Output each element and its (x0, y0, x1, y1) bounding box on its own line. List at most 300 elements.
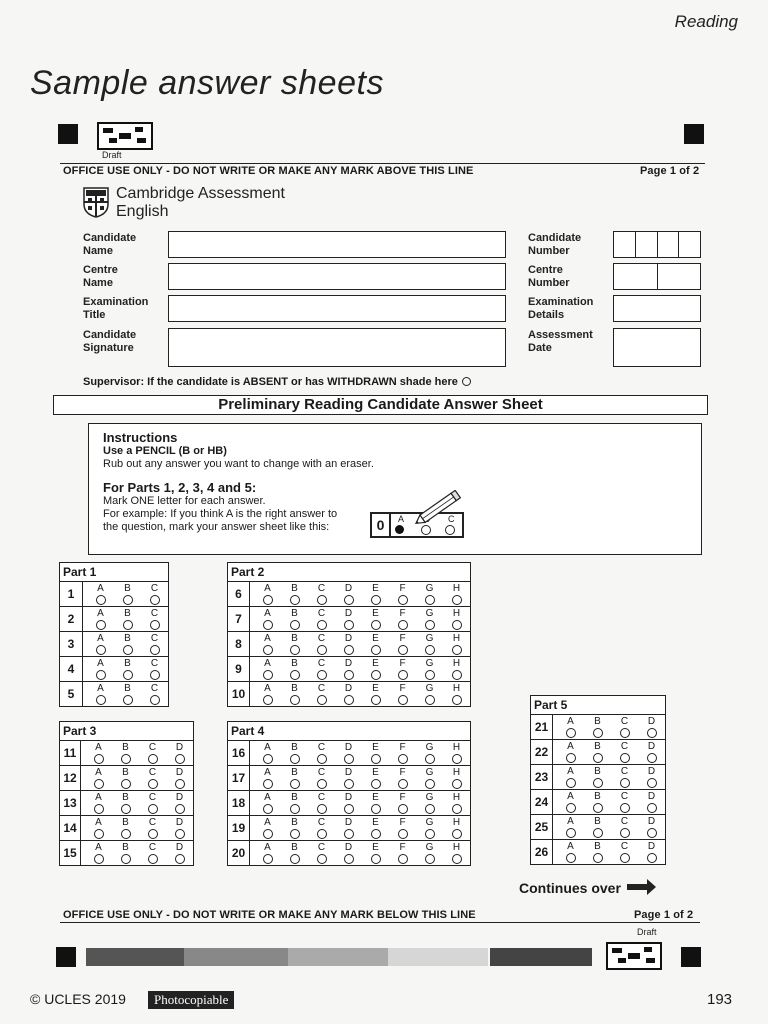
answer-option[interactable] (416, 657, 443, 681)
answer-option[interactable] (611, 840, 638, 864)
answer-bubble[interactable] (263, 854, 273, 864)
examination-title-field[interactable] (168, 295, 506, 322)
answer-bubble[interactable] (317, 620, 327, 630)
answer-bubble[interactable] (290, 595, 300, 605)
answer-bubble[interactable] (263, 754, 273, 764)
answer-option[interactable] (139, 841, 166, 865)
answer-bubble[interactable] (94, 804, 104, 814)
answer-bubble[interactable] (317, 754, 327, 764)
answer-option[interactable] (584, 840, 611, 864)
empty-bubble (445, 525, 455, 535)
digit-cell[interactable] (679, 232, 700, 257)
answer-bubble[interactable] (123, 695, 133, 705)
answer-bubble[interactable] (148, 854, 158, 864)
answer-option[interactable] (638, 715, 665, 739)
answer-bubble[interactable] (290, 670, 300, 680)
answer-option[interactable] (308, 766, 335, 790)
answer-option[interactable] (87, 632, 114, 656)
answer-option[interactable] (362, 657, 389, 681)
answer-bubble[interactable] (371, 829, 381, 839)
answer-bubble[interactable] (620, 828, 630, 838)
answer-option[interactable] (254, 791, 281, 815)
answer-option[interactable] (308, 741, 335, 765)
option-letter: C (150, 658, 159, 669)
answer-bubble[interactable] (452, 670, 462, 680)
answer-option[interactable] (443, 841, 470, 865)
answer-option[interactable] (362, 582, 389, 606)
answer-option[interactable] (85, 741, 112, 765)
answer-bubble[interactable] (647, 728, 657, 738)
answer-bubble[interactable] (317, 854, 327, 864)
answer-option[interactable] (638, 765, 665, 789)
answer-bubble[interactable] (398, 804, 408, 814)
answer-option[interactable] (611, 740, 638, 764)
answer-option[interactable] (141, 682, 168, 706)
digit-cell[interactable] (658, 264, 701, 289)
answer-bubble[interactable] (371, 620, 381, 630)
answer-option[interactable] (87, 657, 114, 681)
answer-option[interactable] (416, 632, 443, 656)
answer-bubble[interactable] (344, 804, 354, 814)
answer-bubble[interactable] (344, 695, 354, 705)
answer-bubble[interactable] (620, 728, 630, 738)
answer-bubble[interactable] (398, 754, 408, 764)
answer-option[interactable] (638, 740, 665, 764)
answer-option[interactable] (281, 841, 308, 865)
answer-option[interactable] (281, 741, 308, 765)
answer-bubble[interactable] (425, 595, 435, 605)
answer-bubble[interactable] (425, 620, 435, 630)
answer-option[interactable] (638, 815, 665, 839)
answer-option[interactable] (335, 582, 362, 606)
answer-option[interactable] (389, 657, 416, 681)
answer-option[interactable] (389, 841, 416, 865)
answer-bubble[interactable] (317, 595, 327, 605)
answer-bubble[interactable] (371, 779, 381, 789)
answer-option[interactable] (281, 607, 308, 631)
answer-option[interactable] (584, 740, 611, 764)
answer-option[interactable] (557, 815, 584, 839)
answer-option[interactable] (114, 632, 141, 656)
answer-option[interactable] (443, 791, 470, 815)
answer-bubble[interactable] (94, 779, 104, 789)
answer-option[interactable] (335, 632, 362, 656)
answer-bubble[interactable] (290, 779, 300, 789)
answer-option[interactable] (112, 841, 139, 865)
answer-option[interactable] (416, 841, 443, 865)
answer-option[interactable] (416, 582, 443, 606)
answer-option[interactable] (114, 582, 141, 606)
answer-bubble[interactable] (398, 829, 408, 839)
answer-option[interactable] (638, 790, 665, 814)
answer-bubble[interactable] (263, 645, 273, 655)
answer-bubble[interactable] (290, 645, 300, 655)
answer-option[interactable] (362, 682, 389, 706)
answer-option[interactable] (87, 607, 114, 631)
answer-bubble[interactable] (371, 854, 381, 864)
answer-bubble[interactable] (148, 804, 158, 814)
centre-number-field[interactable] (613, 263, 701, 290)
answer-bubble[interactable] (344, 645, 354, 655)
answer-bubble[interactable] (317, 695, 327, 705)
answer-bubble[interactable] (593, 778, 603, 788)
answer-option[interactable] (443, 682, 470, 706)
option-letter: B (291, 608, 298, 619)
answer-option[interactable] (139, 766, 166, 790)
answer-option[interactable] (308, 841, 335, 865)
answer-option[interactable] (416, 816, 443, 840)
answer-option[interactable] (85, 816, 112, 840)
answer-bubble[interactable] (175, 804, 185, 814)
answer-bubble[interactable] (344, 779, 354, 789)
answer-bubble[interactable] (620, 853, 630, 863)
answer-option[interactable] (308, 632, 335, 656)
question-number: 19 (228, 816, 250, 840)
answer-option[interactable] (112, 791, 139, 815)
answer-bubble[interactable] (647, 828, 657, 838)
digit-cell[interactable] (614, 232, 636, 257)
answer-option[interactable] (443, 741, 470, 765)
centre-name-field[interactable] (168, 263, 506, 290)
answer-bubble[interactable] (290, 620, 300, 630)
answer-option[interactable] (254, 607, 281, 631)
answer-option[interactable] (362, 607, 389, 631)
answer-bubble[interactable] (121, 754, 131, 764)
answer-bubble[interactable] (425, 804, 435, 814)
answer-bubble[interactable] (620, 753, 630, 763)
answer-option[interactable] (584, 815, 611, 839)
answer-option[interactable] (112, 741, 139, 765)
candidate-signature-field[interactable] (168, 328, 506, 367)
answer-bubble[interactable] (398, 779, 408, 789)
answer-bubble[interactable] (96, 620, 106, 630)
answer-bubble[interactable] (593, 728, 603, 738)
answer-bubble[interactable] (371, 804, 381, 814)
answer-bubble[interactable] (317, 645, 327, 655)
answer-bubble[interactable] (148, 779, 158, 789)
digit-cell[interactable] (658, 232, 680, 257)
answer-option[interactable] (389, 632, 416, 656)
answer-bubble[interactable] (150, 695, 160, 705)
answer-option[interactable] (166, 841, 193, 865)
answer-option[interactable] (114, 607, 141, 631)
answer-bubble[interactable] (150, 670, 160, 680)
answer-option[interactable] (557, 790, 584, 814)
answer-bubble[interactable] (452, 779, 462, 789)
answer-bubble[interactable] (593, 853, 603, 863)
answer-option[interactable] (335, 607, 362, 631)
answer-bubble[interactable] (398, 620, 408, 630)
answer-option[interactable] (141, 632, 168, 656)
answer-bubble[interactable] (94, 754, 104, 764)
answer-option[interactable] (611, 715, 638, 739)
answer-bubble[interactable] (263, 595, 273, 605)
answer-option[interactable] (166, 741, 193, 765)
digit-cell[interactable] (636, 232, 658, 257)
answer-option[interactable] (254, 582, 281, 606)
answer-bubble[interactable] (123, 595, 133, 605)
answer-option[interactable] (389, 741, 416, 765)
answer-bubble[interactable] (425, 829, 435, 839)
answer-bubble[interactable] (94, 854, 104, 864)
answer-bubble[interactable] (175, 754, 185, 764)
answer-bubble[interactable] (148, 754, 158, 764)
answer-bubble[interactable] (263, 804, 273, 814)
answer-bubble[interactable] (398, 854, 408, 864)
answer-option[interactable] (335, 741, 362, 765)
answer-option[interactable] (166, 816, 193, 840)
answer-option[interactable] (281, 791, 308, 815)
examination-details-field[interactable] (613, 295, 701, 322)
answer-bubble[interactable] (620, 803, 630, 813)
answer-bubble[interactable] (263, 620, 273, 630)
answer-bubble[interactable] (452, 645, 462, 655)
answer-option[interactable] (281, 816, 308, 840)
answer-bubble[interactable] (452, 829, 462, 839)
answer-bubble[interactable] (371, 645, 381, 655)
option-letter: F (399, 792, 406, 803)
answer-option[interactable] (254, 682, 281, 706)
answer-option[interactable] (362, 841, 389, 865)
absent-bubble[interactable] (462, 377, 471, 386)
answer-option[interactable] (416, 741, 443, 765)
answer-bubble[interactable] (425, 854, 435, 864)
digit-cell[interactable] (614, 264, 658, 289)
answer-option[interactable] (389, 816, 416, 840)
answer-option[interactable] (141, 657, 168, 681)
answer-option[interactable] (443, 657, 470, 681)
answer-bubble[interactable] (175, 779, 185, 789)
answer-bubble[interactable] (566, 728, 576, 738)
answer-bubble[interactable] (290, 695, 300, 705)
answer-bubble[interactable] (121, 854, 131, 864)
answer-bubble[interactable] (175, 829, 185, 839)
answer-bubble[interactable] (398, 645, 408, 655)
answer-option[interactable] (141, 582, 168, 606)
answer-bubble[interactable] (317, 670, 327, 680)
answer-bubble[interactable] (425, 670, 435, 680)
answer-bubble[interactable] (566, 753, 576, 763)
answer-bubble[interactable] (175, 854, 185, 864)
answer-bubble[interactable] (371, 754, 381, 764)
answer-option[interactable] (308, 582, 335, 606)
answer-option[interactable] (443, 766, 470, 790)
answer-option[interactable] (166, 791, 193, 815)
answer-bubble[interactable] (371, 695, 381, 705)
answer-option[interactable] (335, 841, 362, 865)
answer-option[interactable] (281, 582, 308, 606)
answer-option[interactable] (166, 766, 193, 790)
answer-bubble[interactable] (593, 753, 603, 763)
answer-option[interactable] (281, 657, 308, 681)
answer-option[interactable] (87, 682, 114, 706)
answer-bubble[interactable] (263, 670, 273, 680)
answer-bubble[interactable] (344, 854, 354, 864)
answer-option[interactable] (443, 582, 470, 606)
answer-bubble[interactable] (566, 853, 576, 863)
answer-bubble[interactable] (344, 829, 354, 839)
answer-option[interactable] (139, 816, 166, 840)
answer-option[interactable] (112, 766, 139, 790)
answer-option[interactable] (85, 791, 112, 815)
answer-option[interactable] (389, 607, 416, 631)
answer-bubble[interactable] (647, 803, 657, 813)
answer-bubble[interactable] (150, 645, 160, 655)
answer-option[interactable] (308, 682, 335, 706)
answer-option[interactable] (254, 816, 281, 840)
answer-option[interactable] (416, 766, 443, 790)
answer-bubble[interactable] (620, 778, 630, 788)
answer-bubble[interactable] (344, 620, 354, 630)
answer-option[interactable] (87, 582, 114, 606)
draft-label-top: Draft (102, 150, 122, 160)
answer-option[interactable] (281, 682, 308, 706)
answer-bubble[interactable] (647, 753, 657, 763)
answer-option[interactable] (335, 816, 362, 840)
answer-bubble[interactable] (263, 779, 273, 789)
answer-bubble[interactable] (290, 804, 300, 814)
answer-bubble[interactable] (96, 670, 106, 680)
answer-bubble[interactable] (290, 829, 300, 839)
answer-option[interactable] (335, 657, 362, 681)
answer-bubble[interactable] (452, 754, 462, 764)
answer-bubble[interactable] (94, 829, 104, 839)
answer-option[interactable] (114, 657, 141, 681)
answer-option[interactable] (416, 682, 443, 706)
answer-option[interactable] (139, 741, 166, 765)
answer-option[interactable] (611, 790, 638, 814)
answer-option[interactable] (389, 582, 416, 606)
answer-option[interactable] (254, 632, 281, 656)
answer-bubble[interactable] (121, 804, 131, 814)
answer-bubble[interactable] (452, 695, 462, 705)
answer-option[interactable] (416, 607, 443, 631)
answer-option[interactable] (443, 632, 470, 656)
answer-option[interactable] (389, 682, 416, 706)
answer-option[interactable] (254, 657, 281, 681)
answer-option[interactable] (557, 840, 584, 864)
answer-bubble[interactable] (96, 595, 106, 605)
answer-option[interactable] (416, 791, 443, 815)
option-letter: A (567, 816, 574, 827)
assessment-date-field[interactable] (613, 328, 701, 367)
answer-bubble[interactable] (317, 779, 327, 789)
answer-bubble[interactable] (566, 828, 576, 838)
answer-bubble[interactable] (344, 754, 354, 764)
answer-option[interactable] (584, 790, 611, 814)
candidate-name-field[interactable] (168, 231, 506, 258)
answer-option[interactable] (557, 715, 584, 739)
answer-bubble[interactable] (150, 620, 160, 630)
answer-option[interactable] (308, 816, 335, 840)
answer-option[interactable] (584, 765, 611, 789)
answer-option[interactable] (335, 791, 362, 815)
answer-bubble[interactable] (263, 829, 273, 839)
answer-bubble[interactable] (290, 754, 300, 764)
answer-bubble[interactable] (317, 829, 327, 839)
answer-bubble[interactable] (96, 645, 106, 655)
answer-option[interactable] (557, 765, 584, 789)
answer-option[interactable] (557, 740, 584, 764)
answer-bubble[interactable] (425, 779, 435, 789)
answer-bubble[interactable] (398, 695, 408, 705)
answer-option[interactable] (112, 816, 139, 840)
answer-option[interactable] (362, 766, 389, 790)
answer-bubble[interactable] (121, 779, 131, 789)
answer-bubble[interactable] (425, 695, 435, 705)
answer-bubble[interactable] (425, 645, 435, 655)
answer-option[interactable] (335, 682, 362, 706)
answer-bubble[interactable] (593, 803, 603, 813)
answer-option[interactable] (85, 766, 112, 790)
answer-option[interactable] (141, 607, 168, 631)
answer-option[interactable] (254, 766, 281, 790)
answer-option[interactable] (389, 791, 416, 815)
answer-option[interactable] (254, 741, 281, 765)
answer-option[interactable] (114, 682, 141, 706)
answer-option[interactable] (308, 657, 335, 681)
answer-bubble[interactable] (398, 595, 408, 605)
answer-bubble[interactable] (344, 595, 354, 605)
answer-option[interactable] (335, 766, 362, 790)
answer-option[interactable] (281, 766, 308, 790)
answer-option[interactable] (611, 765, 638, 789)
answer-bubble[interactable] (344, 670, 354, 680)
answer-option[interactable] (308, 791, 335, 815)
answer-bubble[interactable] (647, 853, 657, 863)
answer-bubble[interactable] (566, 778, 576, 788)
answer-option[interactable] (362, 741, 389, 765)
answer-bubble[interactable] (647, 778, 657, 788)
answer-option[interactable] (139, 791, 166, 815)
answer-option[interactable] (611, 815, 638, 839)
answer-bubble[interactable] (121, 829, 131, 839)
answer-option[interactable] (308, 607, 335, 631)
answer-bubble[interactable] (123, 620, 133, 630)
answer-bubble[interactable] (148, 829, 158, 839)
answer-bubble[interactable] (96, 695, 106, 705)
answer-bubble[interactable] (317, 804, 327, 814)
answer-bubble[interactable] (566, 803, 576, 813)
answer-option[interactable] (85, 841, 112, 865)
candidate-number-field[interactable] (613, 231, 701, 258)
answer-option[interactable] (281, 632, 308, 656)
answer-option[interactable] (362, 816, 389, 840)
answer-bubble[interactable] (398, 670, 408, 680)
answer-bubble[interactable] (123, 670, 133, 680)
answer-option[interactable] (584, 715, 611, 739)
answer-bubble[interactable] (452, 804, 462, 814)
answer-bubble[interactable] (263, 695, 273, 705)
answer-bubble[interactable] (290, 854, 300, 864)
answer-option[interactable] (362, 632, 389, 656)
answer-bubble[interactable] (593, 828, 603, 838)
answer-bubble[interactable] (371, 670, 381, 680)
answer-bubble[interactable] (452, 854, 462, 864)
answer-bubble[interactable] (123, 645, 133, 655)
answer-bubble[interactable] (150, 595, 160, 605)
answer-option[interactable] (638, 840, 665, 864)
answer-option[interactable] (389, 766, 416, 790)
answer-option[interactable] (254, 841, 281, 865)
answer-bubble[interactable] (371, 595, 381, 605)
answer-option[interactable] (362, 791, 389, 815)
answer-bubble[interactable] (452, 595, 462, 605)
answer-option[interactable] (443, 607, 470, 631)
answer-bubble[interactable] (452, 620, 462, 630)
answer-bubble[interactable] (425, 754, 435, 764)
answer-option[interactable] (443, 816, 470, 840)
